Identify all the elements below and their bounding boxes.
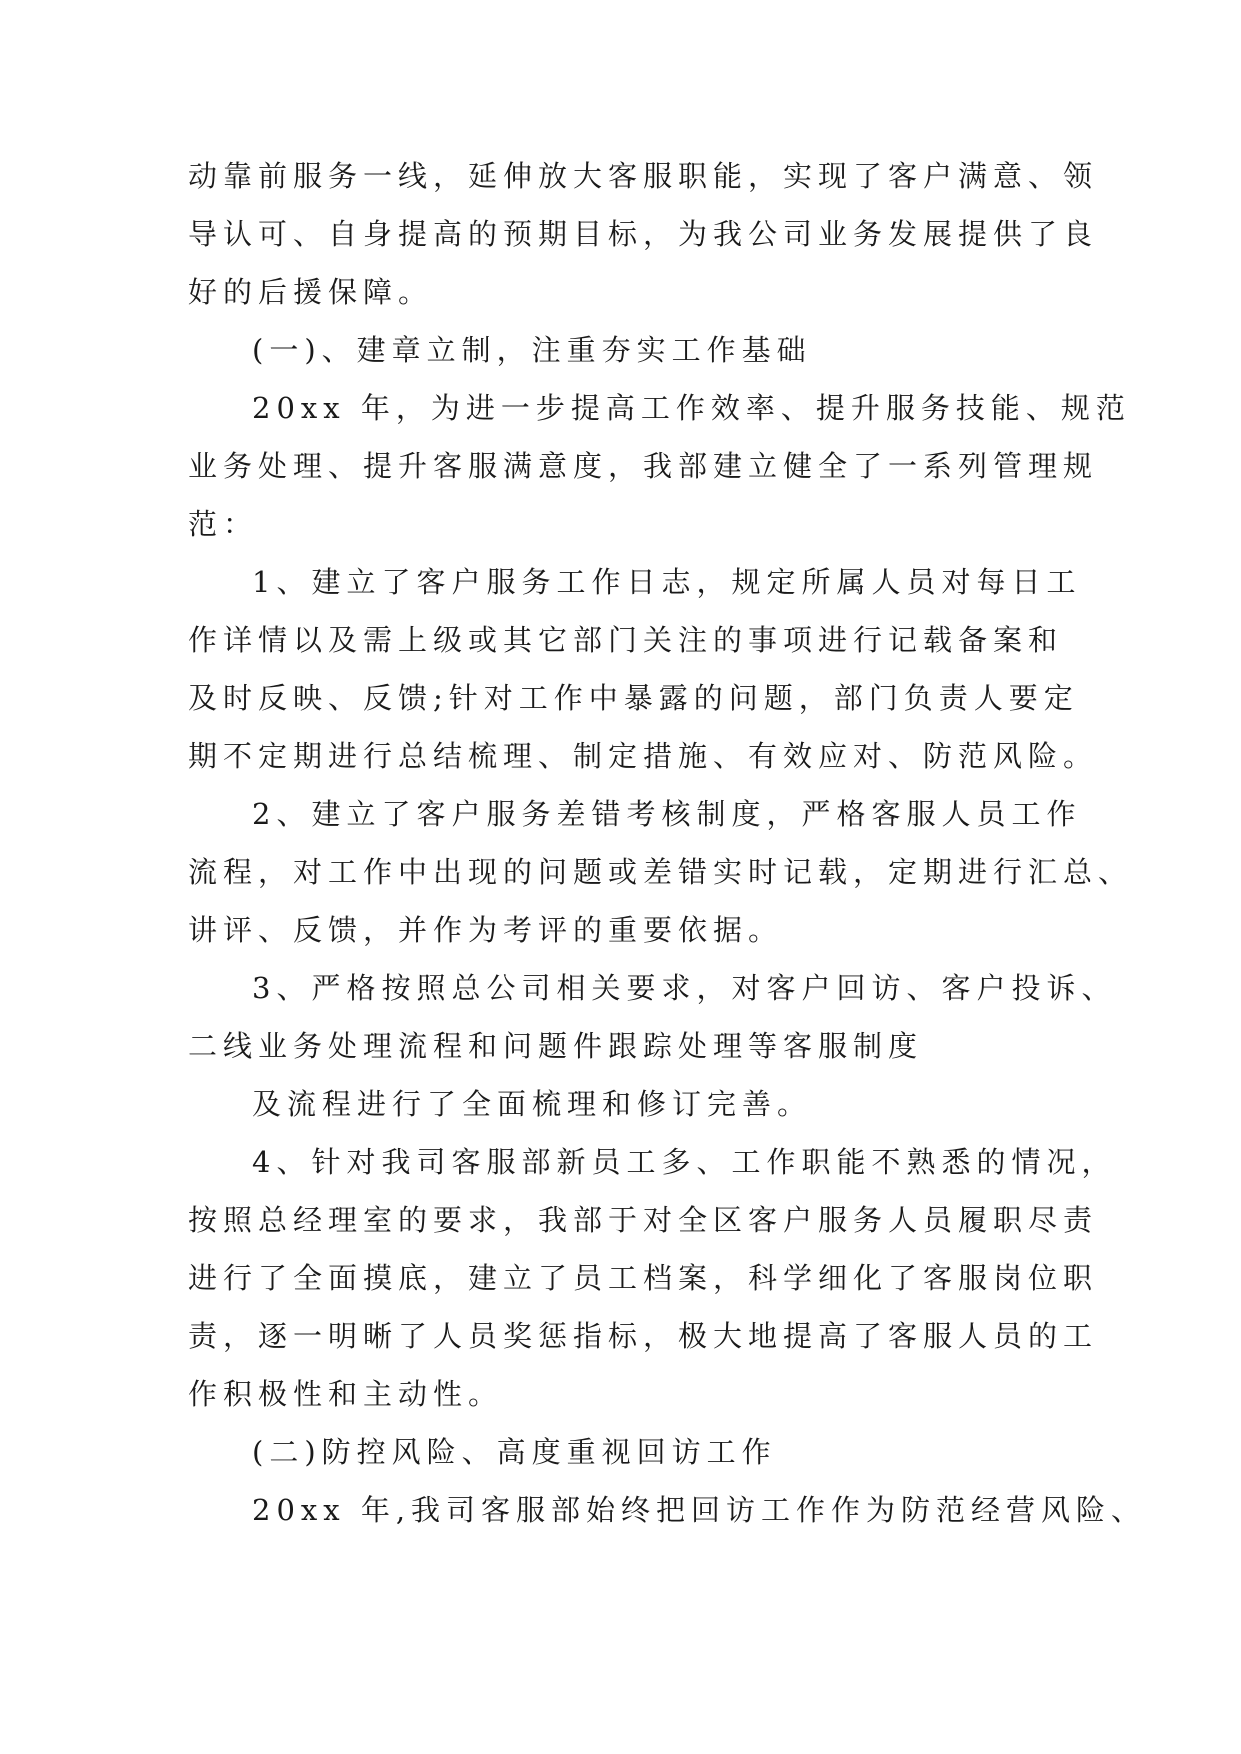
paragraph-start: 20xx 年，为进一步提高工作效率、提升服务技能、规范 <box>252 391 1131 425</box>
text-line: 导认可、自身提高的预期目标，为我公司业务发展提供了良 <box>188 217 1099 251</box>
section-heading: (一)、建章立制，注重夯实工作基础 <box>252 333 812 367</box>
list-item-4: 4、针对我司客服部新员工多、工作职能不熟悉的情况， <box>252 1145 1117 1179</box>
section-heading: (二)防控风险、高度重视回访工作 <box>252 1435 777 1469</box>
list-item-2: 2、建立了客户服务差错考核制度，严格客服人员工作 <box>252 797 1082 831</box>
text-line: 及时反映、反馈;针对工作中暴露的问题，部门负责人要定 <box>188 681 1079 715</box>
list-item-1: 1、建立了客户服务工作日志，规定所属人员对每日工 <box>252 565 1082 599</box>
text-line: 讲评、反馈，并作为考评的重要依据。 <box>188 913 784 947</box>
text-line: 期不定期进行总结梳理、制定措施、有效应对、防范风险。 <box>188 739 1099 773</box>
text-line: 进行了全面摸底，建立了员工档案，科学细化了客服岗位职 <box>188 1261 1099 1295</box>
text-line: 作详情以及需上级或其它部门关注的事项进行记载备案和 <box>188 623 1064 657</box>
text-line: 范： <box>188 507 259 541</box>
text-line: 及流程进行了全面梳理和修订完善。 <box>252 1087 813 1121</box>
text-line: 好的后援保障。 <box>188 275 434 309</box>
text-line: 流程，对工作中出现的问题或差错实时记载，定期进行汇总、 <box>188 855 1134 889</box>
paragraph-start: 20xx 年,我司客服部始终把回访工作作为防范经营风险、 <box>252 1493 1147 1527</box>
text-line: 作积极性和主动性。 <box>188 1377 504 1411</box>
text-line: 动靠前服务一线，延伸放大客服职能，实现了客户满意、领 <box>188 159 1099 193</box>
text-line: 按照总经理室的要求，我部于对全区客户服务人员履职尽责 <box>188 1203 1099 1237</box>
text-line: 业务处理、提升客服满意度，我部建立健全了一系列管理规 <box>188 449 1099 483</box>
text-line: 责，逐一明晰了人员奖惩指标，极大地提高了客服人员的工 <box>188 1319 1099 1353</box>
list-item-3: 3、严格按照总公司相关要求，对客户回访、客户投诉、 <box>252 971 1117 1005</box>
text-line: 二线业务处理流程和问题件跟踪处理等客服制度 <box>188 1029 924 1063</box>
